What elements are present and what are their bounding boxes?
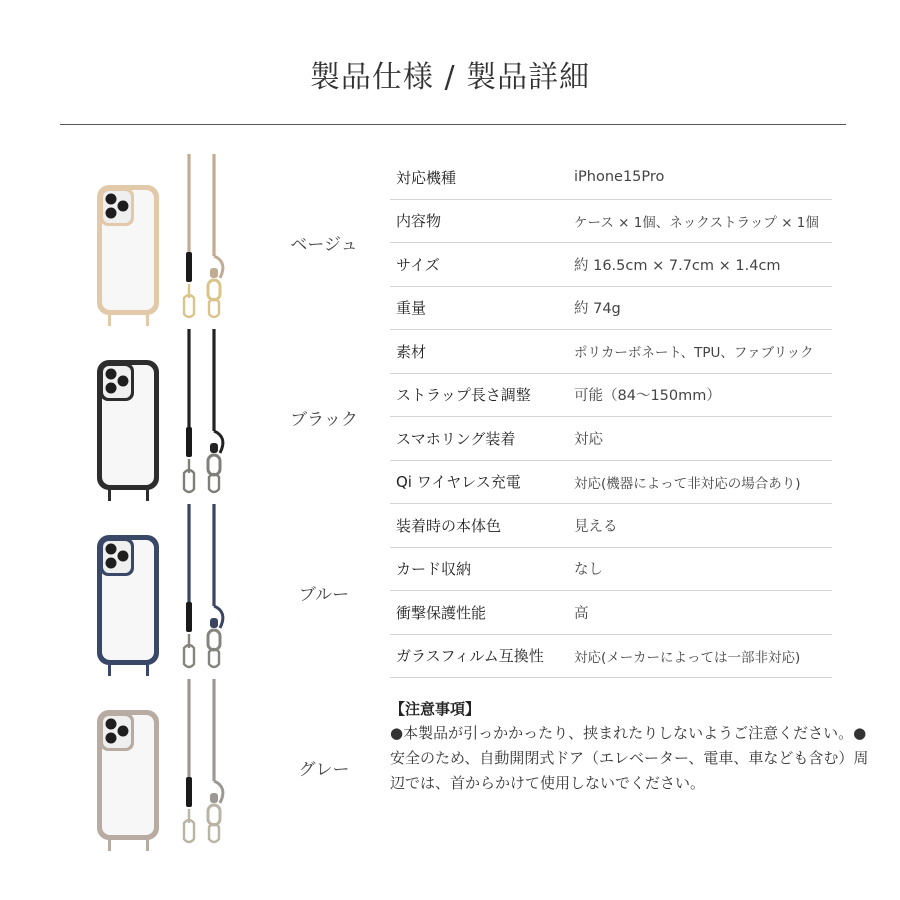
spec-value: iPhone15Pro — [574, 156, 832, 199]
phone-case-strap-image — [80, 327, 260, 507]
table-row — [390, 547, 832, 591]
spec-key: Qi ワイヤレス充電 — [390, 460, 574, 504]
spec-key: ストラップ長さ調整 — [390, 373, 574, 417]
phone-case-strap-image — [80, 152, 260, 332]
spec-value: 高 — [574, 591, 832, 635]
table-row — [390, 634, 832, 678]
page-title: 製品仕様 / 製品詳細 — [309, 60, 591, 95]
table-row — [390, 417, 832, 461]
spec-key: 対応機種 — [390, 156, 574, 199]
caution-title: 【注意事項】 — [390, 700, 481, 718]
table-row — [390, 286, 832, 330]
caution-notes — [390, 698, 870, 796]
neck-strap-icon — [184, 329, 223, 492]
title-divider — [60, 124, 846, 125]
table-row — [390, 243, 832, 287]
variant-black — [80, 327, 380, 507]
phone-case-icon — [97, 185, 159, 326]
phone-case-strap-image — [80, 677, 260, 857]
spec-value: 対応(機器によって非対応の場合あり) — [574, 460, 832, 504]
spec-value: ポリカーボネート、TPU、ファブリック — [574, 330, 832, 374]
table-row — [390, 373, 832, 417]
variant-blue — [80, 502, 380, 682]
table-row — [390, 199, 832, 243]
spec-value: 約 74g — [574, 286, 832, 330]
spec-key: カード収納 — [390, 547, 574, 591]
variant-label: ブルー — [298, 585, 350, 605]
variant-gray — [80, 677, 380, 857]
variant-beige — [80, 152, 380, 332]
spec-value: なし — [574, 547, 832, 591]
phone-case-strap-image — [80, 502, 260, 682]
spec-value: 見える — [574, 504, 832, 548]
spec-value: 約 16.5cm × 7.7cm × 1.4cm — [574, 243, 832, 287]
table-row — [390, 156, 832, 199]
variant-label: ベージュ — [290, 235, 358, 255]
table-row — [390, 591, 832, 635]
spec-key: スマホリング装着 — [390, 417, 574, 461]
spec-table — [390, 156, 832, 678]
spec-value: 対応(メーカーによっては一部非対応) — [574, 634, 832, 678]
spec-key: 衝撃保護性能 — [390, 591, 574, 635]
spec-key: 内容物 — [390, 199, 574, 243]
spec-key: 装着時の本体色 — [390, 504, 574, 548]
table-row — [390, 504, 832, 548]
spec-key: 重量 — [390, 286, 574, 330]
phone-case-icon — [97, 535, 159, 676]
table-row — [390, 330, 832, 374]
spec-value: ケース × 1個、ネックストラップ × 1個 — [574, 199, 832, 243]
table-row — [390, 460, 832, 504]
spec-key: ガラスフィルム互換性 — [390, 634, 574, 678]
spec-key: サイズ — [390, 243, 574, 287]
neck-strap-icon — [184, 504, 223, 667]
phone-case-icon — [97, 710, 159, 851]
neck-strap-icon — [184, 679, 223, 842]
variant-label: グレー — [298, 760, 350, 780]
caution-body: ●本製品が引っかかったり、挟まれたりしないようご注意ください。●安全のため、自動開閉式ドア（エレベーター、電車、車なども含む）周辺では、首からかけて使用しないでください。 — [390, 724, 869, 792]
spec-key: 素材 — [390, 330, 574, 374]
spec-value: 可能（84〜150mm） — [574, 373, 832, 417]
spec-value: 対応 — [574, 417, 832, 461]
variant-label: ブラック — [290, 410, 358, 430]
phone-case-icon — [97, 360, 159, 501]
neck-strap-icon — [184, 154, 223, 317]
